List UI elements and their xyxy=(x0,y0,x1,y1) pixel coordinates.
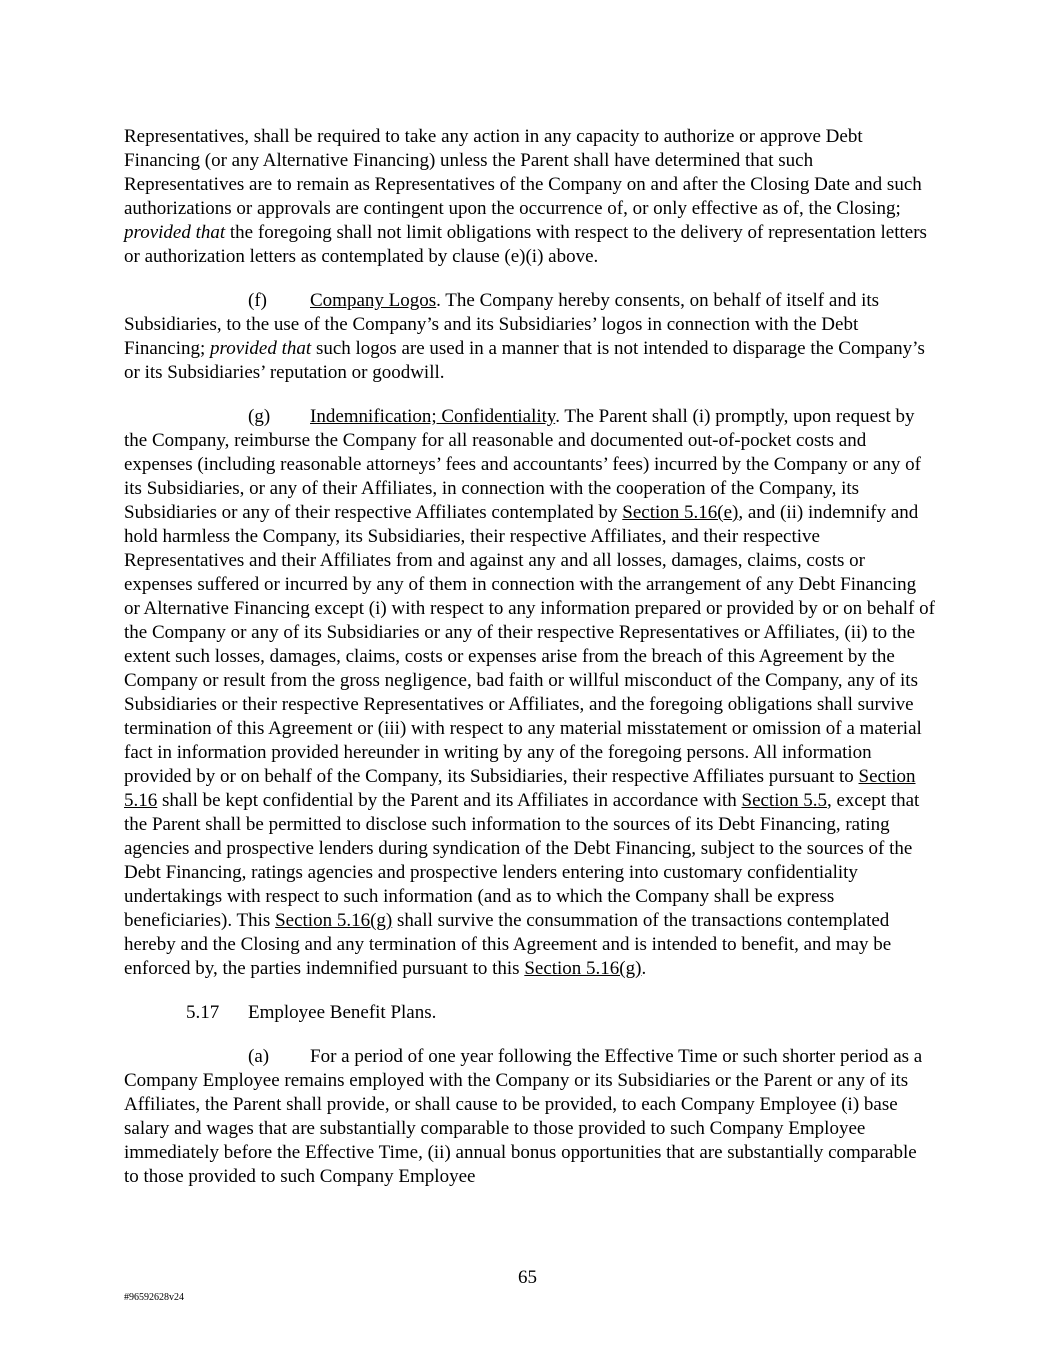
paragraph-f: (f) Company Logos. The Company hereby consents, on behalf of itself and its Subsidiaries, to the use of the Company’s and its Subsidiaries’ logos in connection with the Debt Financing; provided that such logos are used in a manner that is not intended to disparage the Company’s or its Subsidiaries’ reputation or goodwill. xyxy=(124,290,925,383)
section-number: 5.17 xyxy=(186,1002,220,1023)
paragraph-g-heading: Indemnification; Confidentiality xyxy=(310,406,556,427)
paragraph-a-label: (a) xyxy=(248,1046,270,1067)
provided-that-italic: provided that xyxy=(210,338,312,359)
section-reference: Section 5.16(e) xyxy=(622,502,739,523)
section-5-17-heading xyxy=(124,1001,936,1025)
section-reference: Section 5.5 xyxy=(741,790,827,811)
section-title: Employee Benefit Plans. xyxy=(248,1002,437,1023)
provided-that-italic: provided that xyxy=(124,222,226,243)
section-reference: Section 5.16(g) xyxy=(275,910,393,931)
page-number: 65 xyxy=(518,1267,537,1288)
paragraph-f-heading: Company Logos xyxy=(310,290,437,311)
paragraph-g-label: (g) xyxy=(248,406,271,427)
section-reference: Section 5.16 xyxy=(124,766,916,811)
paragraph-f-label: (f) xyxy=(248,290,267,311)
document-id: #96592628v24 xyxy=(124,1292,184,1303)
section-reference: Section 5.16(g) xyxy=(524,958,642,979)
paragraph-a: (a) For a period of one year following the Effective Time or such shorter period as a Company Employee remains employed with the Company or its Subsidiaries or the Parent or any of its Affiliates, the Parent shall provide, or shall cause to be provided, to each Company Employee (i) base salary and wages that are substantially comparable to those provided to such Company Employee immediately before the Effective Time, (ii) annual bonus opportunities that are substantially comparable to those provided to such Company Employee xyxy=(124,1046,923,1187)
paragraph-continuation: Representatives, shall be required to take any action in any capacity to authorize or approve Debt Financing (or any Alternative Financing) unless the Parent shall have determined that such Representatives are to remain as Representatives of the Company on and after the Closing Date and such authorizations or approvals are contingent upon the occurrence of, or only effective as of, the Closing; provided that the foregoing shall not limit obligations with respect to the delivery of representation letters or authorization letters as contemplated by clause (e)(i) above. xyxy=(124,126,927,267)
paragraph-g: (g) Indemnification; Confidentiality. The Parent shall (i) promptly, upon request by the Company, reimburse the Company for all reasonable and documented out-of-pocket costs and expenses (including reasonable attorneys’ fees and accountants’ fees) incurred by the Company or any of its Subsidiaries, or any of their Affiliates, in connection with the cooperation of the Company, its Subsidiaries or any of their respective Affiliates contemplated by Section 5.16(e), and (ii) indemnify and hold harmless the Company, its Subsidiaries, their respective Affiliates, and their respective Representatives and their Affiliates from and against any and all losses, damages, claims, costs or expenses suffered or incurred by any of them in connection with the arrangement of any Debt Financing or Alternative Financing except (i) with respect to any information prepared or provided by or on behalf of the Company or any of its Subsidiaries or any of their respective Representatives or Affiliates, (ii) to the extent such losses, damages, claims, costs or expenses arise from the breach of this Agreement by the Company or result from the gross negligence, bad faith or willful misconduct of the Company, any of its Subsidiaries or their respective Representatives or Affiliates, and the foregoing obligations shall survive termination of this Agreement or (iii) with respect to any material misstatement or omission of a material fact in information provided hereunder in writing by any of the foregoing persons. All information provided by or on behalf of the Company, its Subsidiaries, their respective Affiliates pursuant to Section 5.16 shall be kept confidential by the Parent and its Affiliates in accordance with Section 5.5, except that the Parent shall be permitted to disclose such information to the sources of its Debt Financing, rating agencies and prospective lenders during syndication of the Debt Financing, subject to the sources of the Debt Financing, ratings agencies and prospective lenders entering into customary confidentiality undertakings with respect to such information (and as to which the Company shall be express beneficiaries). This Section 5.16(g) shall survive the consummation of the transactions contemplated hereby and the Closing and any termination of this Agreement and is intended to benefit, and may be enforced by, the parties indemnified pursuant to this Section 5.16(g). xyxy=(124,406,935,979)
document-body xyxy=(124,125,936,1189)
